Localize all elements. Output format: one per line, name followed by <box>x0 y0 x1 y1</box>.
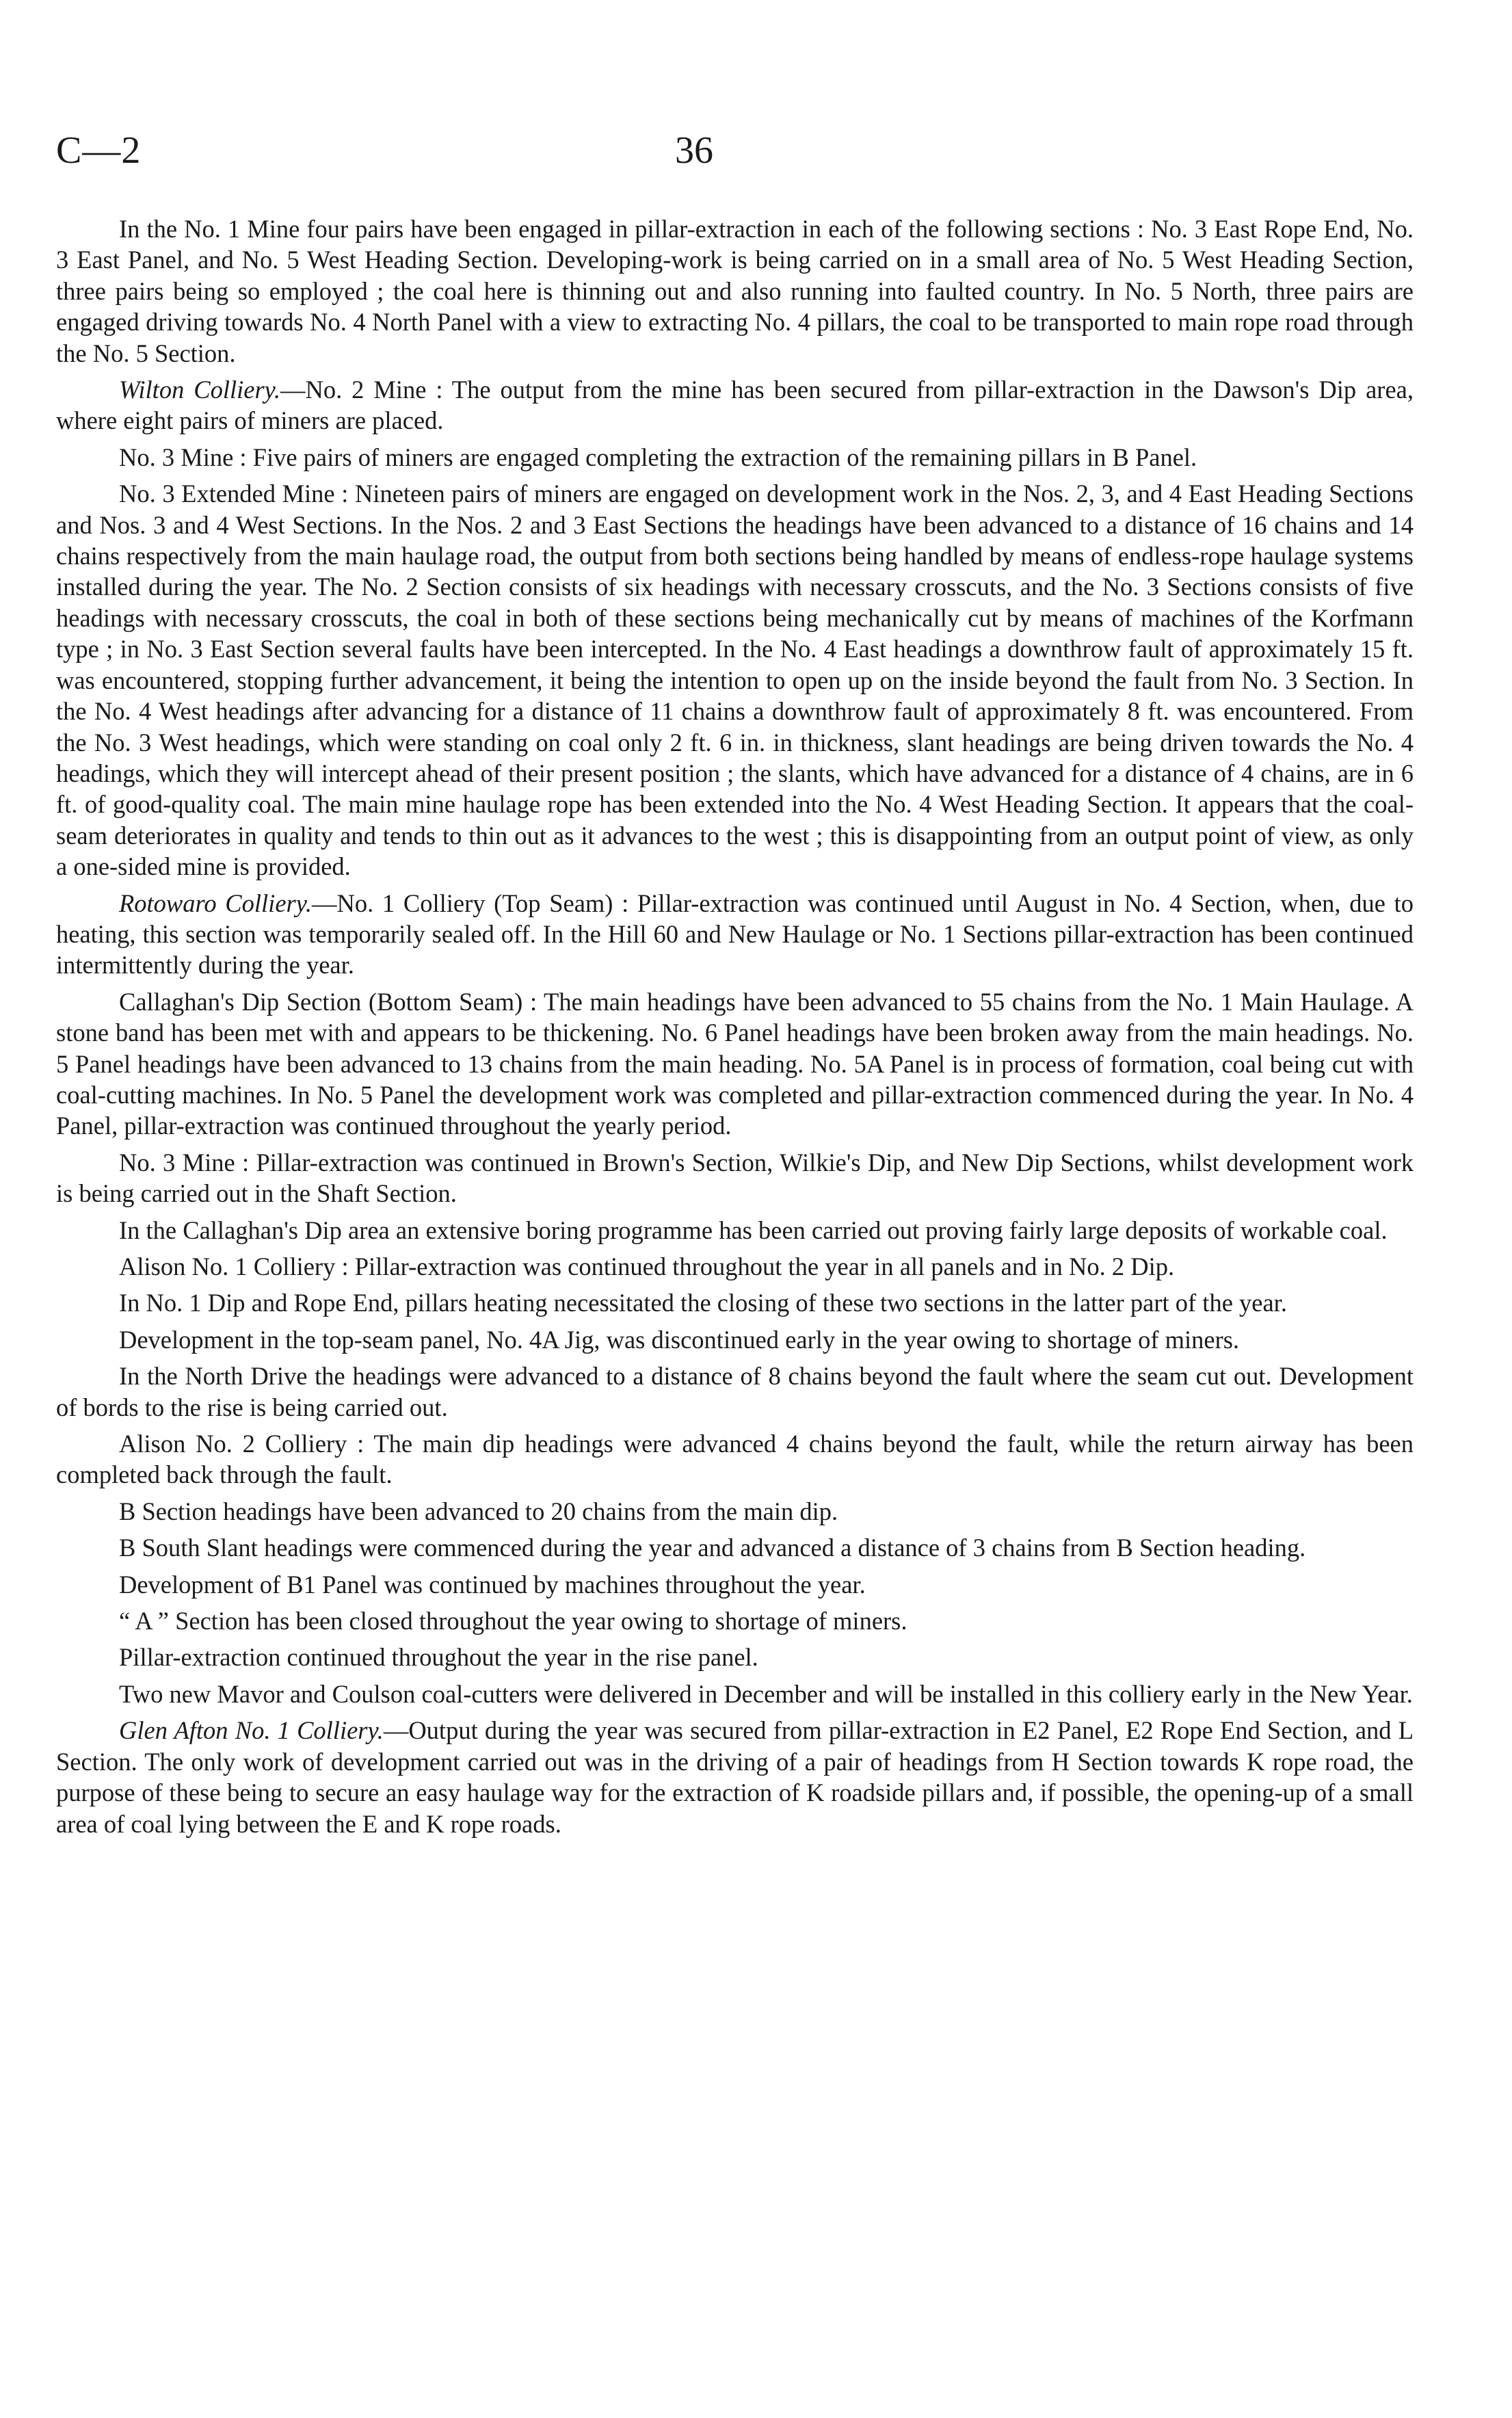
paragraph: “ A ” Section has been closed throughout the year owing to shortage of miners. <box>119 1607 907 1635</box>
page-number: 36 <box>675 129 713 172</box>
body-text <box>56 213 1414 1845</box>
paragraph-rotowaro-colliery: Rotowaro Colliery.—No. 1 Colliery (Top Seam) : Pillar-extraction was continued until August in No. 4 Section, when, due to heating, this section was temporarily sealed off. In the Hill 60 and New Haulage or No. 1 Sections pillar-extraction has been continued intermittently during the year. <box>56 889 1414 980</box>
paragraph: B Section headings have been advanced to 20 chains from the main dip. <box>119 1497 838 1525</box>
paragraph: In the North Drive the headings were advanced to a distance of 8 chains beyond the fault where the seam cut out. Development of bords to the rise is being carried out. <box>56 1362 1414 1421</box>
paragraph: Callaghan's Dip Section (Bottom Seam) : The main headings have been advanced to 55 chains from the No. 1 Main Haulage. A stone band has been met with and appears to be thickening. No. 6 Panel headings have been broken away from the main headings. No. 5 Panel headings have been advanced to 13 chains from the main heading. No. 5A Panel is in process of formation, coal being cut with coal-cutting machines. In No. 5 Panel the development work was completed and pillar-extraction commenced during the year. In No. 4 Panel, pillar-extraction was continued throughout the yearly period. <box>56 987 1414 1140</box>
paragraph: Alison No. 1 Colliery : Pillar-extraction was continued throughout the year in all panels and in No. 2 Dip. <box>119 1252 1175 1280</box>
paragraph-wilton-colliery: Wilton Colliery.—No. 2 Mine : The output from the mine has been secured from pillar-extraction in the Dawson's Dip area, where eight pairs of miners are placed. <box>56 376 1414 435</box>
paragraph: Alison No. 2 Colliery : The main dip headings were advanced 4 chains beyond the fault, while the return airway has been completed back through the fault. <box>56 1430 1414 1489</box>
paragraph: No. 3 Mine : Five pairs of miners are engaged completing the extraction of the remaining pillars in B Panel. <box>119 443 1197 471</box>
section-title: Rotowaro Colliery. <box>119 889 313 917</box>
paragraph: Development in the top-seam panel, No. 4A Jig, was discontinued early in the year owing to shortage of miners. <box>119 1325 1240 1354</box>
paragraph: Pillar-extraction continued throughout the year in the rise panel. <box>119 1643 758 1672</box>
page-header <box>56 129 1424 176</box>
paragraph: B South Slant headings were commenced during the year and advanced a distance of 3 chains from B Section heading. <box>119 1534 1306 1562</box>
paragraph: No. 3 Mine : Pillar-extraction was continued in Brown's Section, Wilkie's Dip, and New Dip Sections, whilst development work is being carried out in the Shaft Section. <box>56 1148 1414 1208</box>
paragraph: No. 3 Extended Mine : Nineteen pairs of miners are engaged on development work in the Nos. 2, 3, and 4 East Heading Sections and Nos. 3 and 4 West Sections. In the Nos. 2 and 3 East Sections the headings have been advanced to a distance of 16 chains and 14 chains respectively from the main haulage road, the output from both sections being handled by means of endless-rope haulage systems installed during the year. The No. 2 Section consists of six headings with necessary crosscuts, and the No. 3 Sections consists of five headings with necessary crosscuts, the coal in both of these sections being mechanically cut by means of machines of the Korfmann type ; in No. 3 East Section several faults have been intercepted. In the No. 4 East headings a downthrow fault of approximately 15 ft. was encountered, stopping further advancement, it being the intention to open up on the inside beyond the fault from No. 3 Section. In the No. 4 West headings after advancing for a distance of 11 chains a downthrow fault of approximately 8 ft. was encountered. From the No. 3 West headings, which were standing on coal only 2 ft. 6 in. in thickness, slant headings are being driven towards the No. 4 headings, which they will intercept ahead of their present position ; the slants, which have advanced for a distance of 4 chains, are in 6 ft. of good-quality coal. The main mine haulage rope has been extended into the No. 4 West Heading Section. It appears that the coal-seam deteriorates in quality and tends to thin out as it advances to the west ; this is disappointing from an output point of view, as only a one-sided mine is provided. <box>56 479 1414 881</box>
report-code: C—2 <box>56 129 142 172</box>
paragraph: Development of B1 Panel was continued by machines throughout the year. <box>119 1570 866 1599</box>
paragraph-glen-afton-colliery: Glen Afton No. 1 Colliery.—Output during the year was secured from pillar-extraction in E2 Panel, E2 Rope End Section, and L Section. The only work of development carried out was in the driving of a pair of headings from H Section towards K rope road, the purpose of these being to secure an easy haulage way for the extraction of K roadside pillars and, if possible, the opening-up of a small area of coal lying between the E and K rope roads. <box>56 1716 1414 1838</box>
paragraph: Two new Mavor and Coulson coal-cutters were delivered in December and will be installed in this colliery early in the New Year. <box>119 1679 1413 1708</box>
paragraph: In the Callaghan's Dip area an extensive boring programme has been carried out proving fairly large deposits of workable coal. <box>119 1215 1388 1244</box>
section-title: Glen Afton No. 1 Colliery. <box>119 1716 384 1745</box>
paragraph: In the No. 1 Mine four pairs have been engaged in pillar-extraction in each of the following sections : No. 3 East Rope End, No. 3 East Panel, and No. 5 West Heading Section. Developing-work is being carried on in a small area of No. 5 West Heading Section, three pairs being so employed ; the coal here is thinning out and also running into faulted country. In No. 5 North, three pairs are engaged driving towards No. 4 North Panel with a view to extracting No. 4 pillars, the coal to be transported to main rope road through the No. 5 Section. <box>56 215 1414 367</box>
section-title: Wilton Colliery. <box>119 376 280 404</box>
paragraph: In No. 1 Dip and Rope End, pillars heating necessitated the closing of these two sections in the latter part of the year. <box>119 1289 1287 1317</box>
